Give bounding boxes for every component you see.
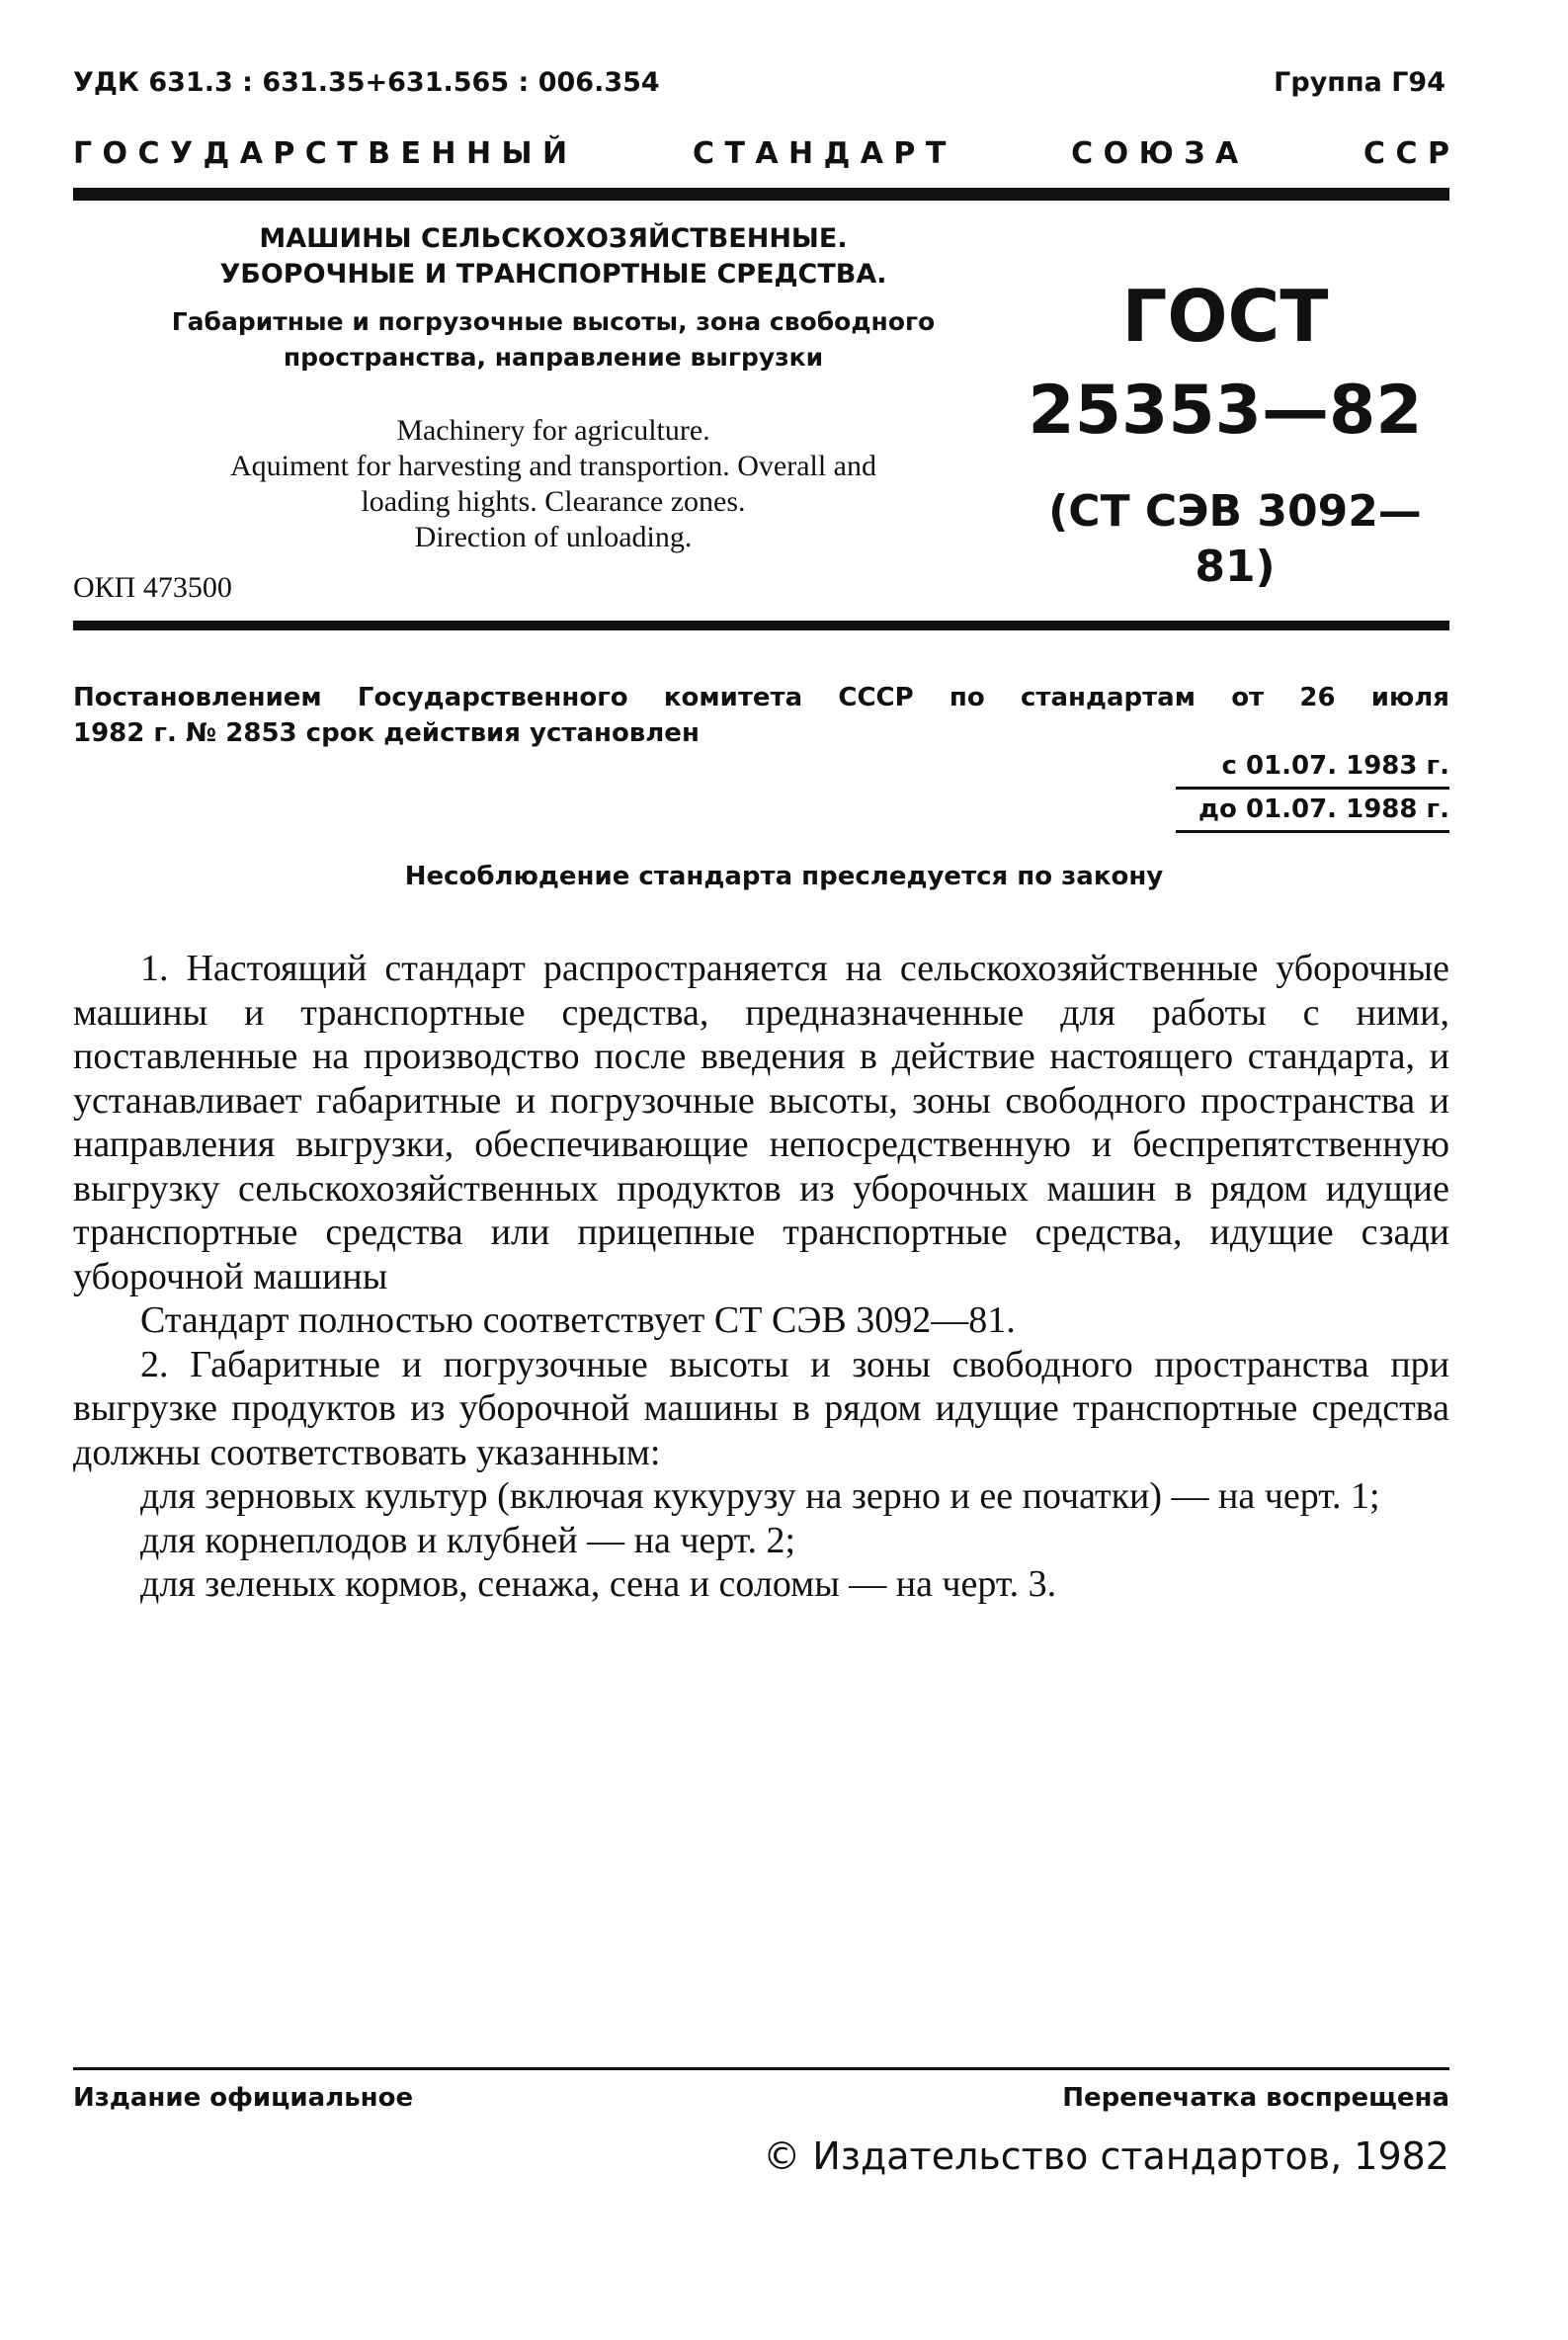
valid-from: с 01.07. 1983 г. — [1221, 751, 1449, 781]
heading-word: С О Ю З А — [1071, 136, 1239, 171]
english-line: loading hights. Clearance zones. — [361, 485, 746, 518]
paragraph: для зеленых кормов, сенажа, сена и соломы — на черт. 3. — [140, 1563, 1057, 1605]
subtitle-line: Габаритные и погрузочные высоты, зона свободного — [171, 307, 936, 336]
state-standard-heading — [73, 136, 1449, 171]
reprint-notice: Перепечатка воспрещена — [1062, 2083, 1449, 2113]
decree-text — [73, 680, 1449, 751]
decree-line: Постановлением Государственного комитета СССР по стандартам от 26 июля — [73, 683, 1449, 712]
paragraph: для корнеплодов и клубней — на черт. 2; — [140, 1519, 796, 1561]
okp-code: ОКП 473500 — [73, 571, 232, 604]
st-sev-reference: (СТ СЭВ 3092—81) — [1048, 486, 1422, 592]
subtitle-line: пространства, направление выгрузки — [283, 343, 824, 372]
gost-number: 25353—82 — [1028, 372, 1423, 450]
title-line: МАШИНЫ СЕЛЬСКОХОЗЯЙСТВЕННЫЕ. — [259, 223, 848, 254]
publisher-copyright: © Издательство стандартов, 1982 — [763, 2134, 1449, 2178]
group-code: Группа Г94 — [1274, 67, 1445, 98]
valid-to: до 01.07. 1988 г. — [1198, 794, 1449, 824]
title-line: УБОРОЧНЫЕ И ТРАНСПОРТНЫЕ СРЕДСТВА. — [219, 259, 887, 290]
header-rule — [73, 188, 1449, 201]
footer-rule — [73, 2067, 1449, 2070]
body-text — [73, 947, 1449, 1607]
valid-from-underline — [1176, 787, 1449, 790]
english-title — [95, 413, 1012, 555]
english-line: Direction of unloading. — [414, 521, 693, 553]
document-title — [99, 221, 1008, 292]
heading-word: Г О С У Д А Р С Т В Е Н Н Ы Й — [73, 136, 568, 171]
heading-word: С С Р — [1363, 136, 1449, 171]
gost-label: ГОСТ — [1121, 275, 1329, 358]
law-notice: Несоблюдение стандарта преследуется по закону — [404, 862, 1164, 891]
document-subtitle — [99, 304, 1008, 376]
title-rule — [73, 621, 1449, 630]
english-line: Machinery for agriculture. — [396, 414, 710, 447]
heading-word: С Т А Н Д А Р Т — [693, 136, 947, 171]
udk-code: УДК 631.3 : 631.35+631.565 : 006.354 — [73, 67, 660, 98]
valid-to-underline — [1176, 830, 1449, 833]
edition-label: Издание официальное — [73, 2083, 414, 2113]
paragraph: Стандарт полностью соответствует СТ СЭВ 3092—81. — [140, 1299, 1016, 1341]
paragraph: 2. Габаритные и погрузочные высоты и зоны свободного пространства при выгрузке продуктов из уборочной машины в рядом идущие транспортные средства должны соответствовать указанным: — [73, 1343, 1449, 1473]
paragraph: 1. Настоящий стандарт распространяется на сельскохозяйственные уборочные машины и транспортные средства, предназначенные для работы с ними, поставленные на производство после введения в действие настоящего стандарта, и устанавливает габаритные и погрузочные высоты, зоны свободного пространства и направления выгрузки, обеспечивающие непосредственную и беспрепятственную выгрузку сельскохозяйственных продуктов из уборочных машин в рядом идущие транспортные средства или прицепные транспортные средства, идущие сзади уборочной машины — [73, 948, 1449, 1297]
english-line: Aquiment for harvesting and transportion. Overall and — [230, 450, 876, 482]
decree-line: 1982 г. № 2853 срок действия установлен — [73, 718, 700, 748]
paragraph: для зерновых культур (включая кукурузу на зерно и ее початки) — на черт. 1; — [140, 1475, 1380, 1517]
